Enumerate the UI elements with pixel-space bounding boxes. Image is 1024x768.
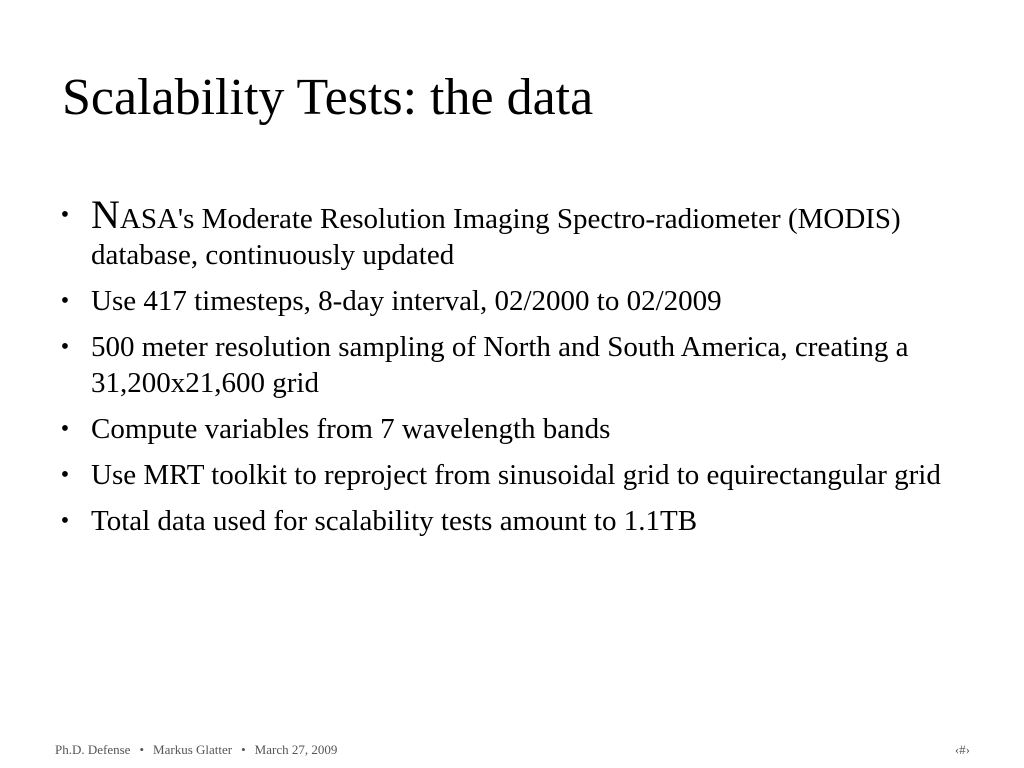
bullet-text: Total data used for scalability tests amount to 1.1TB (91, 505, 698, 537)
page-number: ‹#› (954, 742, 970, 757)
bullet-text: Use 417 timesteps, 8-day interval, 02/2000 to 02/2009 (91, 285, 722, 317)
slide-footer (55, 742, 337, 758)
bullet-item (55, 457, 955, 493)
footer-separator: • (241, 742, 246, 757)
bullet-icon: • (60, 202, 70, 228)
bullet-item (55, 192, 955, 273)
bullet-item (55, 329, 955, 401)
bullet-list (55, 192, 955, 549)
bullet-item (55, 411, 955, 447)
bullet-icon: • (60, 416, 70, 442)
bullet-icon: • (60, 288, 70, 314)
footer-event: Ph.D. Defense (55, 742, 131, 757)
bullet-icon: • (60, 462, 70, 488)
footer-separator: • (139, 742, 145, 757)
bullet-text: 500 meter resolution sampling of North and South America, creating a 31,200x21,600 grid (91, 331, 909, 399)
bullet-icon: • (60, 508, 70, 534)
bullet-icon: • (60, 334, 70, 360)
footer-date: March 27, 2009 (254, 742, 338, 757)
bullet-item (55, 283, 955, 319)
bullet-text: Compute variables from 7 wavelength bands (91, 413, 611, 445)
slide-title: Scalability Tests: the data (62, 69, 594, 126)
bullet-item (55, 503, 955, 539)
footer-author: Markus Glatter (153, 742, 233, 757)
bullet-text: Use MRT toolkit to reproject from sinusoidal grid to equirectangular grid (91, 459, 941, 491)
bullet-text: ASA's Moderate Resolution Imaging Spectro-radiometer (MODIS) database, continuously updated (91, 203, 901, 271)
bullet-initial: N (91, 192, 120, 237)
